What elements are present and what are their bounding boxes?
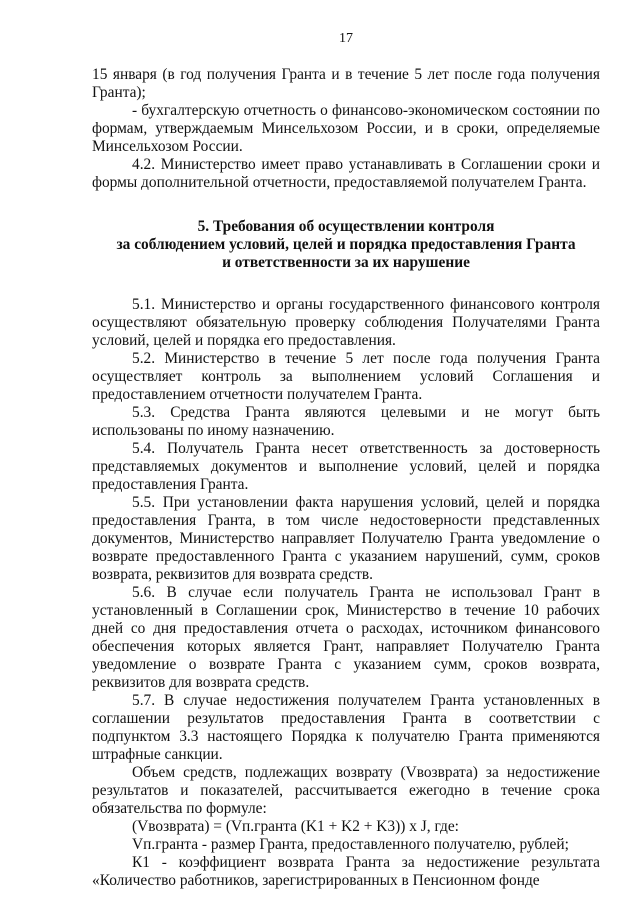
paragraph-k1-definition: К1 - коэффициент возврата Гранта за недостижение результата «Количество работников, зарегистрированных в Пенсионном фонде: [92, 854, 600, 889]
paragraph-5-1: 5.1. Министерство и органы государственного финансового контроля осуществляют обязательную проверку соблюдения Получателями Гранта условий, целей и порядка его предоставления.: [92, 296, 600, 349]
paragraph-return-volume: Объем средств, подлежащих возврату (Vвозврата) за недостижение результатов и показателей, рассчитывается ежегодно в течение срока обязательства по формуле:: [92, 764, 600, 817]
paragraph-5-6: 5.6. В случае если получатель Гранта не использовал Грант в установленный в Соглашении срок, Министерство в течение 10 рабочих дней со дня предоставления отчета о расходах, источником финансового обеспечения которых является Грант, направляет Получателю Гранта уведомление о возврате Гранта с указанием сумм, сроков возврата, реквизитов для возврата средств.: [92, 584, 600, 691]
section-heading: [92, 218, 600, 272]
paragraph-5-4: 5.4. Получатель Гранта несет ответственность за достоверность представляемых документов и выполнение условий, целей и порядка предоставления Гранта.: [92, 440, 600, 493]
paragraph-5-3: 5.3. Средства Гранта являются целевыми и не могут быть использованы по иному назначению.: [92, 404, 600, 439]
paragraph-5-5: 5.5. При установлении факта нарушения условий, целей и порядка предоставления Гранта, в том числе недостоверности представленных документов, Министерство направляет Получателю Гранта уведомление о возврате предоставленного Гранта с указанием нарушений, сумм, сроков возврата, реквизитов для возврата средств.: [92, 494, 600, 583]
formula-line: (Vвозврата) = (Vп.гранта (K1 + K2 + K3)) x J, где:: [132, 818, 459, 835]
paragraph-continuation: 15 января (в год получения Гранта и в течение 5 лет после года получения Гранта);: [92, 66, 600, 101]
page-number: 17: [339, 31, 353, 46]
paragraph-5-2: 5.2. Министерство в течение 5 лет после года получения Гранта осуществляет контроль за выполнением условий Соглашения и предоставлением отчетности получателем Гранта.: [92, 350, 600, 403]
paragraph-4-2: 4.2. Министерство имеет право устанавливать в Соглашении сроки и формы дополнительной отчетности, предоставляемой получателем Гранта.: [92, 156, 600, 191]
section-heading-line-1: 5. Требования об осуществлении контроля: [197, 218, 495, 235]
section-heading-line-3: и ответственности за их нарушение: [222, 254, 470, 271]
intro-block: [92, 66, 600, 192]
paragraph-vgrant-definition: Vп.гранта - размер Гранта, предоставленного получателю, рублей;: [132, 836, 569, 853]
section-body: [92, 296, 600, 890]
paragraph-accounting-reports: - бухгалтерскую отчетность о финансово-экономическом состоянии по формам, утверждаемым Минсельхозом России, и в сроки, определяемые Минсельхозом России.: [92, 102, 600, 155]
paragraph-5-7: 5.7. В случае недостижения получателем Гранта установленных в соглашении результатов предоставления Гранта в соответствии с подпунктом 3.3 настоящего Порядка к получателю Гранта применяются штрафные санкции.: [92, 692, 600, 763]
section-heading-line-2: за соблюдением условий, целей и порядка предоставления Гранта: [116, 236, 576, 253]
